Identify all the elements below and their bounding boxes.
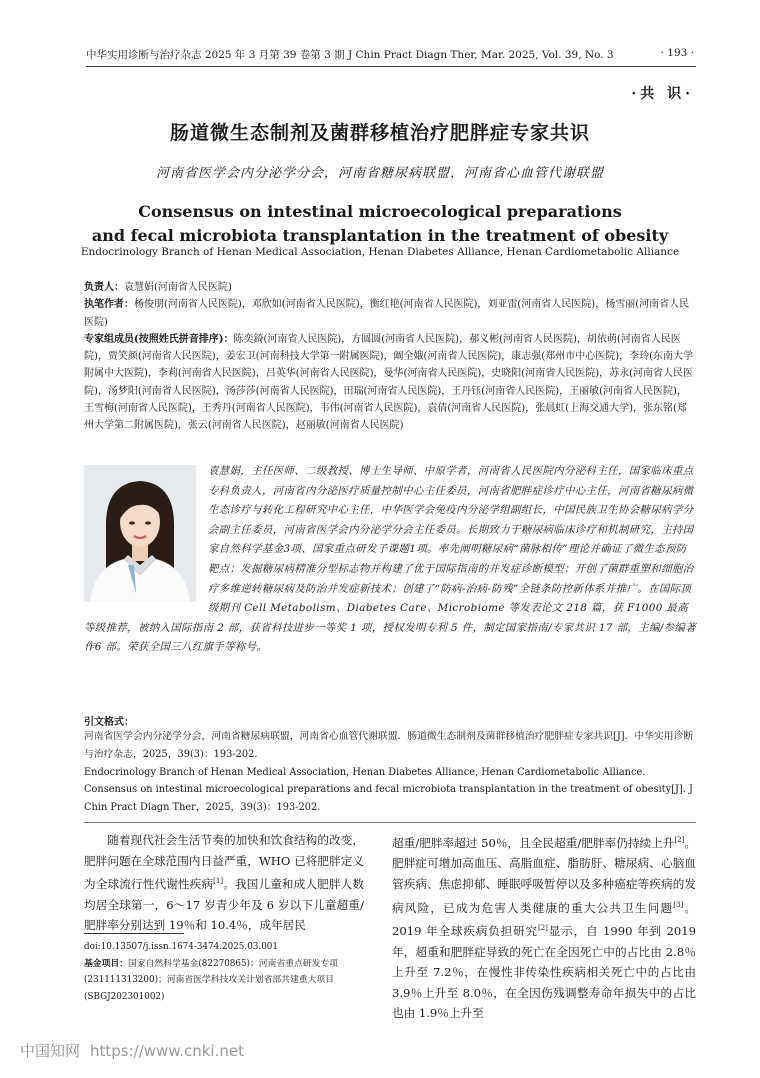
author-bio-text: 袁慧娟，主任医师、二级教授、博士生导师、中原学者，河南省人民医院内分泌科主任，国家临床重点专科负责人，河南省内分泌医疗质量控制中心主任委员，河南省肥胖症诊疗中心主任，河南省糖尿病微生态诊疗与转化工程研究中心主任，中华医学会免疫内分泌学组副组长，中国民族卫生协会糖尿病学分会副主任委员，河南省医学会内分泌学分会主任委员。长期致力于糖尿病临床诊疗和机制研究，主持国家自然科学基金3项、国家重点研发子课题1项。率先阐明糖尿病“菌脉相传”理论并确证了微生态预防靶点；发掘糖尿病精准分型标志物并构建了优于国际指南的并发症诊断模型；开创了菌群重塑和细胞治疗多维逆转糖尿病及防治并发症新技术；创建了“防病-治病-防残”全链条防控新体系并推广。在国际顶级期刊 Cell Metabolism、Diabetes Care、Microbiome 等发表论文 218 篇，获 F1000 最高等级推荐，被纳入国际指南 2 部，获省科技进步一等奖 1 项，授权发明专利 5 件，制定国家指南/专家共识 17 部，主编/参编著作6 部。荣获全国三八红旗手等称号。 (84, 465, 697, 654)
writers-label: 执笔作者： (84, 299, 134, 311)
author-roles (84, 279, 696, 435)
citation-english: Endocrinology Branch of Henan Medical Association, Henan Diabetes Alliance, Henan Cardiometabolic Alliance. Consensus on intestinal microecological preparations and fecal microbiota transplantation in the treatment of obesity[J]. J Chin Pract Diagn Ther，2025，39(3)：193-202. (84, 766, 693, 814)
citation (84, 728, 696, 817)
body-right-text-4: 显示，自 1990 年到 2019 年，超重和肥胖症导致的死亡在全因死亡中的占比由 2.8％上升至 7.2％，在慢性非传染性疾病相关死亡中的占比由 3.9％上升至 8.0％，在全因伤残调整寿命年损失中的占比也由 1.9％上升至 (392, 923, 696, 1021)
lead-author-line (84, 279, 696, 296)
title-english (0, 200, 760, 248)
footnote (84, 939, 364, 1005)
ref-2[interactable]: [2] (674, 836, 685, 844)
photo-spacer (84, 462, 208, 602)
ref-3[interactable]: [3] (673, 900, 684, 909)
body-right-column (392, 830, 696, 1024)
body-left-text-1: 随着现代社会生活节奏的加快和饮食结构的改变，肥胖问题在全球范围内日益严重，WHO 已将肥胖定义为全球流行性代谢性疾病 (84, 833, 364, 892)
fund-text: 国家自然科学基金(82270865)；河南省重点研发专项(231111313200)；河南省医学科技攻关计划省部共建重大项目(SBGJ202301002) (84, 958, 338, 1002)
citation-rule (84, 822, 696, 823)
cnki-url[interactable]: https://www.cnki.net (90, 1042, 244, 1060)
title-chinese: 肠道微生态制剂及菌群移植治疗肥胖症专家共识 (169, 122, 590, 144)
body-right-text-1: 超重/肥胖率超过 50％，且全民超重/肥胖率仍持续上升 (392, 835, 675, 850)
cnki-logo-text: 中国知网 (20, 1042, 81, 1060)
body-right-text-2: 。肥胖症可增加高血压、高脂血症、脂肪肝、糖尿病、心脑血管疾病、焦虑抑郁、睡眠呼吸暂停以及多种癌症等疾病的发病风险，已成为危害人类健康的重大公共卫生问题 (392, 835, 696, 915)
running-header (86, 47, 694, 62)
experts: 陈奕錡(河南省人民医院)，方圆圆(河南省人民医院)，郝义彬(河南省人民医院)，胡依萌(河南省人民医院)，贾笑颜(河南省人民医院)，姜宏卫(河南科技大学第一附属医院)，阚全娥(河南省人民医院)，康志强(郑州市中心医院)，李玲(东南大学附属中大医院)，李莉(河南省人民医院)，吕英华(河南省人民医院)，曼华(河南省人民医院)，史晓阳(河南省人民医院)，苏永(河南省人民医院)，汤梦阳(河南省人民医院)，汤莎莎(河南省人民医院)，田瑞(河南省人民医院)，王丹钰(河南省人民医院)，王丽敏(河南省人民医院)，王雪梅(河南省人民医院)，王秀丹(河南省人民医院)，韦伟(河南省人民医院)，袁倩(河南省人民医院)，张晨虹(上海交通大学)，张东铭(郑州大学第二附属医院)，张云(河南省人民医院)，赵丽敏(河南省人民医院) (84, 333, 694, 432)
column-tag: ·共 识· (631, 86, 694, 102)
footnote-rule (84, 933, 184, 934)
authors-chinese: 河南省医学会内分泌学分会，河南省糖尿病联盟，河南省心血管代谢联盟 (155, 166, 604, 181)
body-right-text-3: 。2019 年全球疾病负担研究 (392, 900, 696, 938)
writers-line (84, 296, 696, 331)
experts-line (84, 331, 696, 435)
header-rule (86, 66, 696, 67)
watermark (20, 1040, 244, 1061)
citation-label: 引文格式： (84, 717, 134, 728)
authors-english: Endocrinology Branch of Henan Medical Association, Henan Diabetes Alliance, Henan Cardiometabolic Alliance (80, 246, 680, 258)
body-left-column (84, 830, 364, 936)
journal-info: 中华实用诊断与治疗杂志 2025 年 3 月第 39 卷第 3 期 J Chin Pract Diagn Ther, Mar. 2025, Vol. 39, No. 3 (86, 49, 614, 61)
title-english-line-1: Consensus on intestinal microecological preparations (138, 202, 622, 221)
ref-1[interactable]: [1] (213, 877, 224, 886)
lead-author: 袁慧娟(河南省人民医院) (124, 282, 232, 293)
title-english-line-2: and fecal microbiota transplantation in the treatment of obesity (91, 226, 669, 245)
fund-label: 基金项目： (84, 958, 128, 969)
doi[interactable]: doi:10.13507/j.issn.1674-3474.2025.03.001 (84, 942, 278, 952)
author-bio (84, 462, 696, 658)
body-left-text-2: 。我国儿童和成人肥胖人数均居全球第一，6～17 岁青少年及 6 岁以下儿童超重/肥胖率分别达到 19％和 10.4％，成年居民 (84, 877, 364, 933)
lead-label: 负责人： (84, 282, 124, 293)
writers: 杨俊朋(河南省人民医院)，邓欣如(河南省人民医院)，衡红艳(河南省人民医院)，刘亚雷(河南省人民医院)，杨雪丽(河南省人民医院) (84, 299, 690, 328)
page-number: · 193 · (660, 47, 694, 59)
fund-line (84, 956, 364, 1006)
experts-label: 专家组成员(按照姓氏拼音排序)： (84, 333, 234, 345)
ref-4[interactable]: [2] (537, 924, 548, 933)
citation-chinese: 河南省医学会内分泌学分会，河南省糖尿病联盟，河南省心血管代谢联盟．肠道微生态制剂及菌群移植治疗肥胖症专家共识[J]．中华实用诊断与治疗杂志，2025，39(3)：193-202． (84, 731, 694, 760)
